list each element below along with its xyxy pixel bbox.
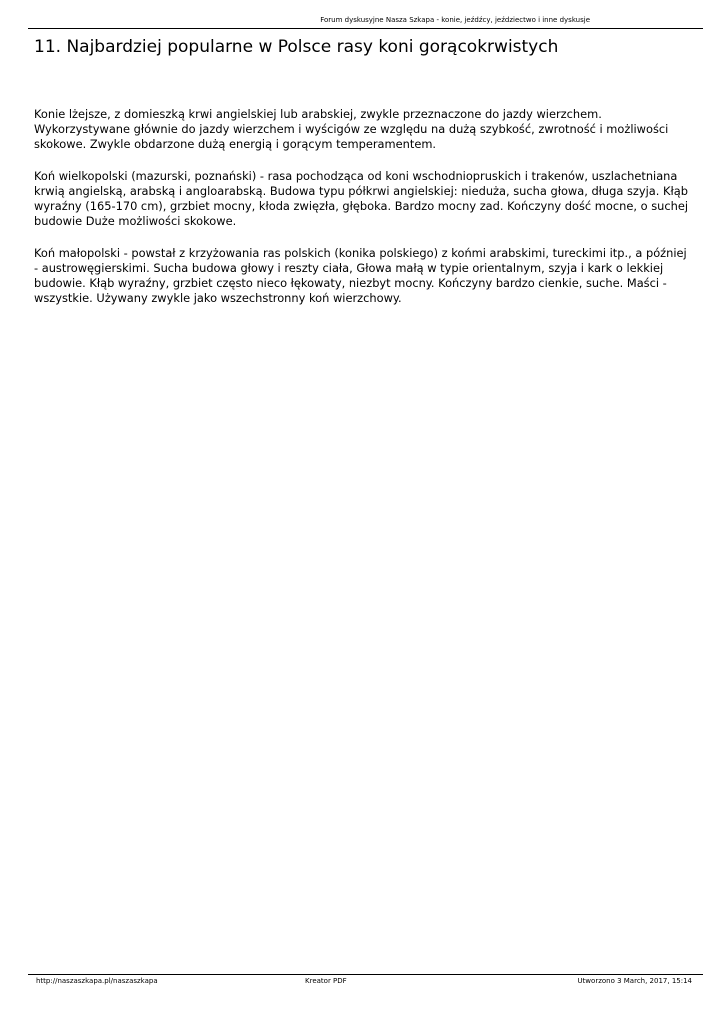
header-divider [28, 28, 703, 29]
footer-divider [28, 974, 703, 975]
footer-created-date: Utworzono 3 March, 2017, 15:14 [577, 977, 692, 985]
article-body [34, 107, 691, 323]
footer-creator: Kreator PDF [305, 977, 347, 985]
article-paragraph: Koń wielkopolski (mazurski, poznański) - rasa pochodząca od koni wschodniopruskich i trakenów, uszlachetniana krwią angielską, arabską i angloarabską. Budowa typu półkrwi angielskiej: nieduża, sucha głowa, długa szyja. Kłąb wyraźny (165-170 cm), grzbiet mocny, kłoda zwięzła, głęboka. Bardzo mocny zad. Kończyny dość mocne, o suchej budowie Duże możliwości skokowe. [34, 169, 689, 228]
footer-url: http://naszaszkapa.pl/naszaszkapa [36, 977, 158, 985]
article-title: 11. Najbardziej popularne w Polsce rasy koni gorącokrwistych [34, 37, 559, 57]
article-paragraph: Koń małopolski - powstał z krzyżowania ras polskich (konika polskiego) z końmi arabskimi, tureckimi itp., a później - austrowęgierskimi. Sucha budowa głowy i reszty ciała, Głowa małą w typie orientalnym, szyja i kark o lekkiej budowie. Kłąb wyraźny, grzbiet często nieco łękowaty, niezbyt mocny. Kończyny bardzo cienkie, suche. Maści - wszystkie. Używany zwykle jako wszechstronny koń wierzchowy. [34, 246, 687, 305]
forum-header-title: Forum dyskusyjne Nasza Szkapa - konie, jeźdźcy, jeździectwo i inne dyskusje [320, 16, 590, 24]
article-paragraph: Konie lżejsze, z domieszką krwi angielskiej lub arabskiej, zwykle przeznaczone do jazdy wierzchem. Wykorzystywane głównie do jazdy wierzchem i wyścigów ze względu na dużą szybkość, zwrotność i możliwości skokowe. Zwykle obdarzone dużą energią i gorącym temperamentem. [34, 107, 669, 151]
